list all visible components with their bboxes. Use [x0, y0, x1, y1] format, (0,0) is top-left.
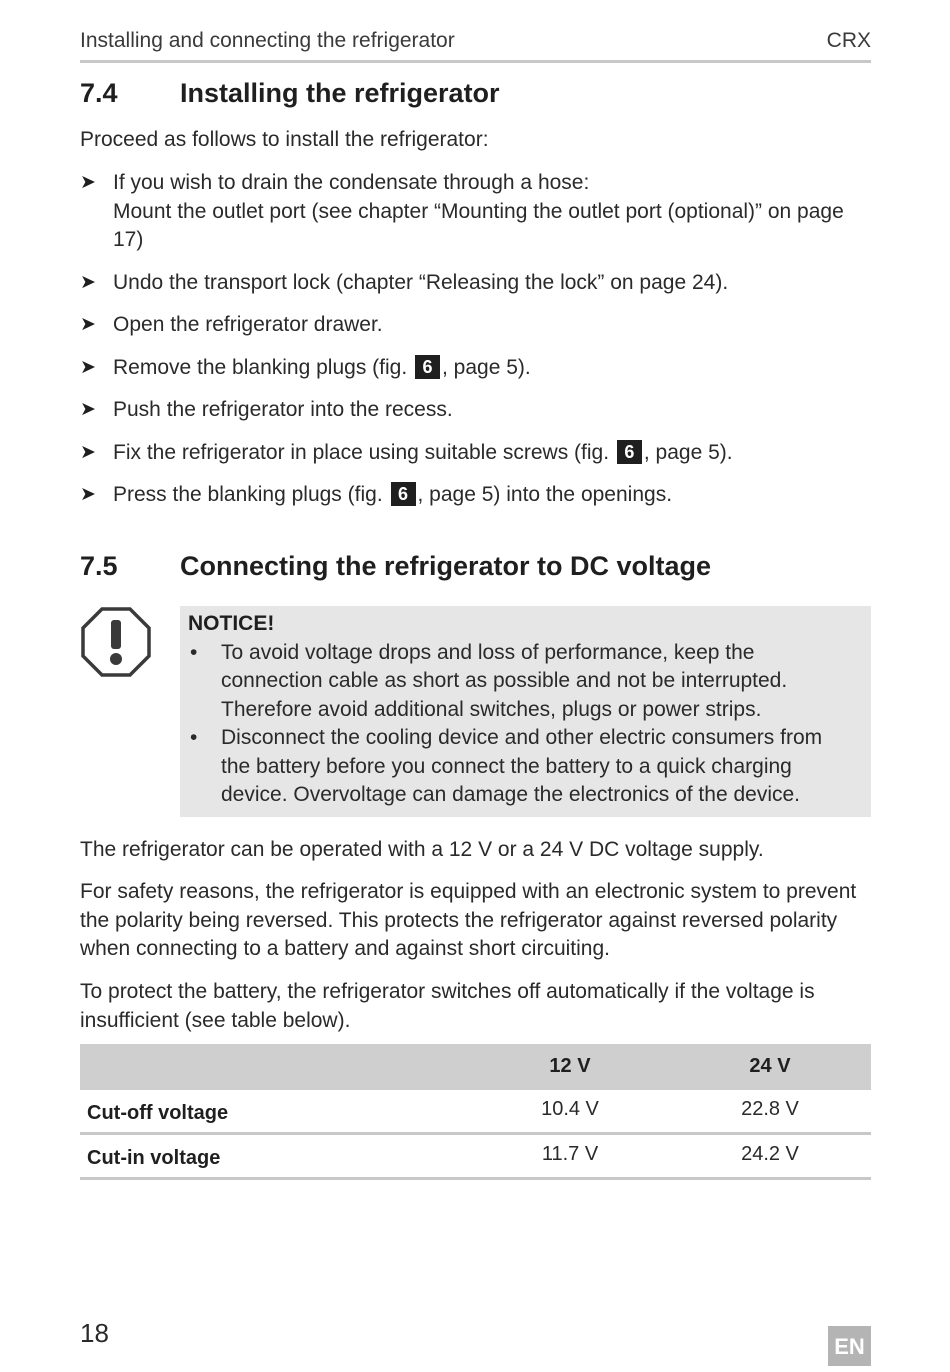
step-text-part: , page 5) into the openings. [417, 483, 673, 506]
table-header-cell: 24 V [749, 1055, 791, 1077]
intro-paragraph: Proceed as follows to install the refrigerator: [80, 128, 489, 151]
figure-reference-badge: 6 [617, 440, 642, 464]
step-text [113, 169, 875, 255]
step-push-into-recess [80, 396, 875, 425]
step-text [113, 354, 875, 383]
step-fix-with-screws [80, 439, 875, 468]
section-number: 7.4 [80, 78, 118, 108]
section-title: Installing the refrigerator [180, 78, 500, 108]
step-undo-transport-lock [80, 269, 875, 298]
warning-octagon-icon [80, 606, 152, 678]
paragraph-voltage-supply: The refrigerator can be operated with a 12 V or a 24 V DC voltage supply. [80, 838, 764, 861]
table-row-label: Cut-in voltage [87, 1147, 221, 1169]
step-text-part: Fix the refrigerator in place using suitable screws (fig. [113, 441, 610, 464]
bullet-dot: • [190, 726, 198, 749]
step-text: Undo the transport lock (chapter “Releasing the lock” on page 24). [113, 271, 729, 294]
table-header-cell: 12 V [549, 1055, 591, 1077]
notice-bullet-text: To avoid voltage drops and loss of performance, keep the connection cable as short as possible and not be interrupted. Therefore avoid additional switches, plugs or power strips. [221, 640, 788, 721]
section-title: Connecting the refrigerator to DC voltage [180, 551, 712, 581]
figure-reference-badge: 6 [415, 355, 440, 379]
step-text-part: , page 5). [442, 356, 531, 379]
arrow-icon: ➤ [80, 484, 96, 505]
step-text: Push the refrigerator into the recess. [113, 398, 453, 421]
table-row-label: Cut-off voltage [87, 1102, 229, 1124]
page-number: 18 [80, 1318, 109, 1348]
paragraph-polarity-protection: For safety reasons, the refrigerator is equipped with an electronic system to prevent the polarity being reversed. This protects the refrigerator against reversed polarity when connecting to a battery and against short circuiting. [80, 880, 857, 960]
table-cell: 24.2 V [741, 1143, 799, 1165]
table-cell: 10.4 V [541, 1098, 599, 1120]
section-heading-7-4 [80, 78, 500, 109]
arrow-icon: ➤ [80, 399, 96, 420]
step-line: If you wish to drain the condensate through a hose: [113, 171, 590, 194]
arrow-icon: ➤ [80, 172, 96, 193]
step-drain-condensate [80, 169, 875, 255]
step-remove-blanking-plugs [80, 354, 875, 383]
voltage-table [80, 1044, 871, 1180]
step-text-part: Press the blanking plugs (fig. [113, 483, 383, 506]
table-row [80, 1135, 871, 1180]
step-text [113, 481, 875, 510]
table-header-row [80, 1044, 871, 1090]
arrow-icon: ➤ [80, 442, 96, 463]
arrow-icon: ➤ [80, 272, 96, 293]
table-cell: 22.8 V [741, 1098, 799, 1120]
page-header [80, 29, 871, 63]
step-text-part: Remove the blanking plugs (fig. [113, 356, 408, 379]
section-number: 7.5 [80, 551, 118, 581]
step-text: Open the refrigerator drawer. [113, 313, 383, 336]
notice-title: NOTICE! [188, 612, 275, 635]
header-section-title: Installing and connecting the refrigerator [80, 29, 455, 52]
notice-bullet [188, 724, 857, 810]
step-open-drawer [80, 311, 875, 340]
figure-reference-badge: 6 [391, 482, 416, 506]
step-press-blanking-plugs [80, 481, 875, 510]
notice-box [180, 606, 871, 817]
notice-bullet [188, 639, 857, 725]
header-model: CRX [826, 29, 871, 52]
section-heading-7-5 [80, 551, 711, 582]
language-badge: EN [828, 1326, 871, 1366]
table-cell: 11.7 V [541, 1143, 599, 1165]
step-line: Mount the outlet port (see chapter “Mounting the outlet port (optional)” on page 17) [113, 199, 844, 251]
bullet-dot: • [190, 640, 198, 664]
step-text [113, 439, 875, 468]
paragraph-battery-protection: To protect the battery, the refrigerator switches off automatically if the voltage is insufficient (see table below). [80, 980, 815, 1032]
arrow-icon: ➤ [80, 357, 96, 378]
arrow-icon: ➤ [80, 314, 96, 335]
table-row [80, 1090, 871, 1135]
step-text-part: , page 5). [643, 441, 733, 464]
notice-bullet-text: Disconnect the cooling device and other electric consumers from the battery before you connect the battery to a quick charging device. Overvoltage can damage the electronics of the device. [221, 726, 823, 806]
